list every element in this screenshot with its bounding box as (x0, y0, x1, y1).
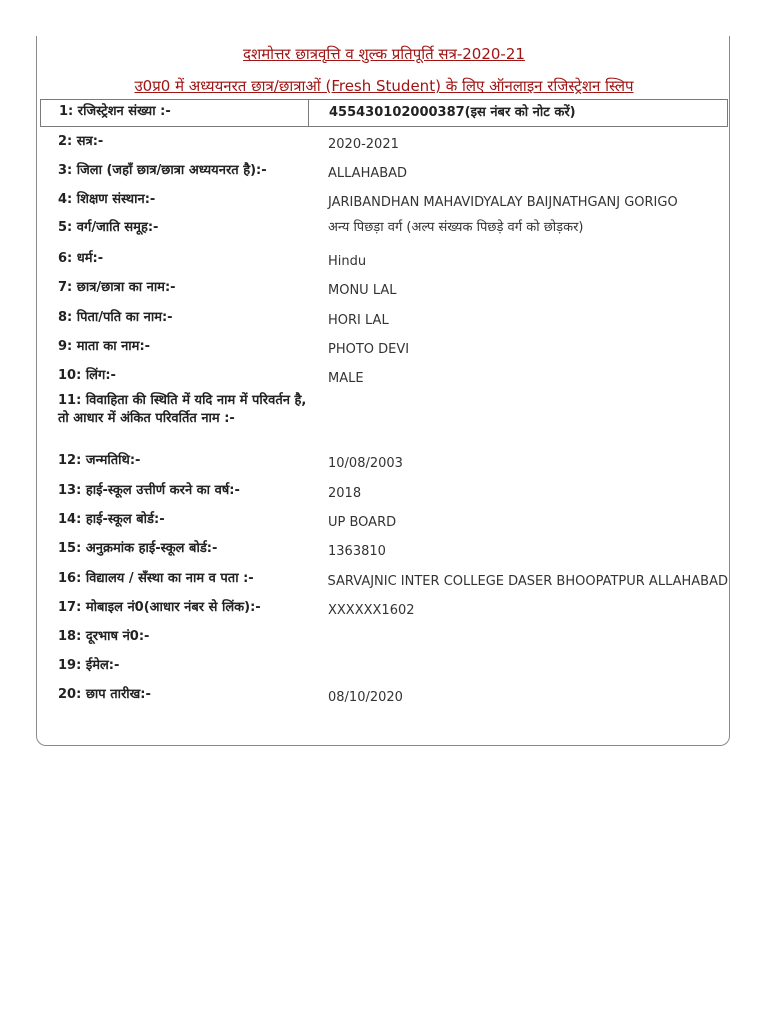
field-label: 13: हाई-स्कूल उत्तीर्ण करने का वर्ष:- (58, 483, 240, 498)
slip-subtitle: उ0प्र0 में अध्ययनरत छात्र/छात्राओं (Fresh Student) के लिए ऑनलाइन रजिस्ट्रेशन स्लिप (134, 77, 634, 95)
field-value: Hindu (328, 254, 367, 269)
field-row-phone (40, 628, 728, 646)
field-value: UP BOARD (328, 515, 397, 530)
field-value: ALLAHABAD (328, 166, 408, 181)
field-label: 1: रजिस्ट्रेशन संख्या :- (41, 100, 309, 126)
field-label: 11: विवाहिता की स्थिति में यदि नाम में परिवर्तन है, तो आधार में अंकित परिवर्तित नाम :- (58, 393, 307, 426)
field-value: 2020-2021 (328, 137, 399, 152)
field-label: 14: हाई-स्कूल बोर्ड:- (58, 512, 165, 527)
slip-title: दशमोत्तर छात्रवृत्ति व शुल्क प्रतिपूर्ति सत्र-2020-21 (243, 45, 525, 63)
field-row-registration-number (40, 99, 728, 127)
field-value: JARIBANDHAN MAHAVIDYALAY BAIJNATHGANJ GORIGO (328, 195, 678, 210)
field-label: 10: लिंग:- (58, 368, 116, 383)
field-label: 15: अनुक्रमांक हाई-स्कूल बोर्ड:- (58, 541, 218, 556)
field-label: 5: वर्ग/जाति समूह:- (58, 220, 159, 235)
field-row-district (40, 162, 728, 183)
field-value (308, 657, 728, 675)
field-value: XXXXXX1602 (328, 603, 415, 618)
field-label: 3: जिला (जहाँ छात्र/छात्रा अध्ययनरत है):- (58, 163, 267, 178)
field-row-email (40, 657, 728, 675)
field-value: HORI LAL (328, 313, 389, 328)
field-row-highschool-roll (40, 540, 728, 561)
field-row-mobile (40, 599, 728, 620)
field-row-category (40, 219, 728, 237)
field-label: 2: सत्र:- (58, 134, 104, 149)
field-label: 6: धर्म:- (58, 251, 104, 266)
field-row-school-address (40, 570, 728, 591)
field-value: अन्य पिछड़ा वर्ग (अल्प संख्यक पिछड़े वर्ग को छोड़कर) (328, 220, 584, 235)
field-row-print-date (40, 686, 728, 707)
field-row-institution (40, 191, 728, 212)
field-value (308, 392, 728, 428)
field-row-gender (40, 367, 728, 388)
field-label: 4: शिक्षण संस्थान:- (58, 192, 156, 207)
field-label: 7: छात्र/छात्रा का नाम:- (58, 280, 176, 295)
field-label: 9: माता का नाम:- (58, 339, 151, 354)
field-value (308, 628, 728, 646)
field-value: MALE (328, 371, 364, 386)
field-label: 12: जन्मतिथि:- (58, 453, 141, 468)
field-row-highschool-board (40, 511, 728, 532)
field-value: 08/10/2020 (328, 690, 403, 705)
field-row-session (40, 133, 728, 154)
field-value: 1363810 (328, 544, 386, 559)
field-row-changed-name (40, 392, 728, 428)
field-value: 2018 (328, 486, 362, 501)
field-label: 17: मोबाइल नं0(आधार नंबर से लिंक):- (58, 600, 261, 615)
field-label: 18: दूरभाष नं0:- (58, 629, 150, 644)
field-row-religion (40, 250, 728, 271)
field-value: SARVAJNIC INTER COLLEGE DASER BHOOPATPUR ALLAHABAD (327, 574, 728, 589)
field-label: 20: छाप तारीख:- (58, 687, 151, 702)
field-row-highschool-year (40, 482, 728, 503)
registration-number-value: 455430102000387(इस नंबर को नोट करें) (329, 105, 576, 120)
field-value: MONU LAL (328, 283, 397, 298)
field-row-father-name (40, 309, 728, 330)
field-label: 8: पिता/पति का नाम:- (58, 310, 173, 325)
field-value: PHOTO DEVI (328, 342, 410, 357)
field-label: 19: ईमेल:- (58, 658, 120, 673)
field-value: 10/08/2003 (328, 456, 403, 471)
field-label: 16: विद्यालय / सँस्था का नाम व पता :- (58, 571, 254, 586)
field-row-mother-name (40, 338, 728, 359)
field-row-date-of-birth (40, 452, 728, 473)
field-row-student-name (40, 279, 728, 300)
